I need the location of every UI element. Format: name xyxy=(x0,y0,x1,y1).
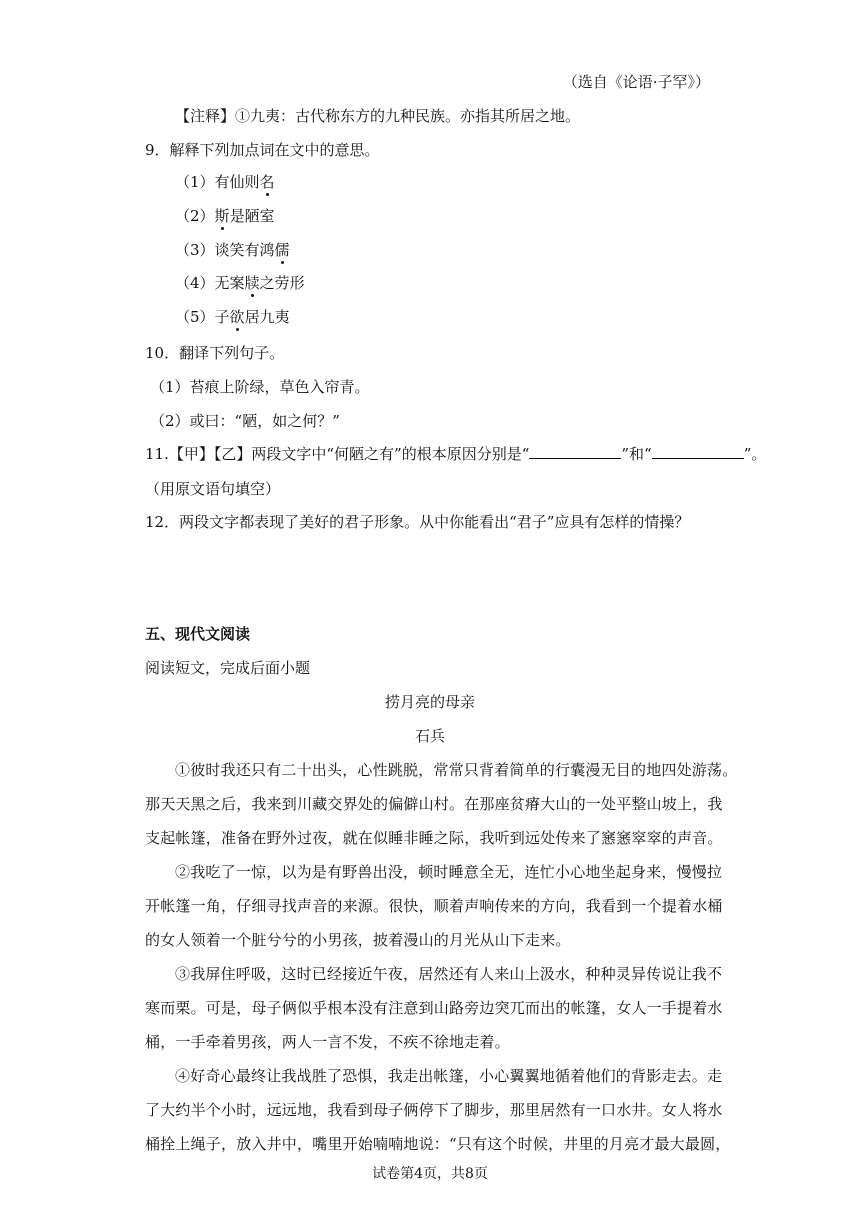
q10-sentence-1: （1）苔痕上阶绿，草色入帘青。 xyxy=(150,378,370,396)
answer-blank[interactable] xyxy=(529,444,621,459)
annotation-note: 【注释】①九夷：古代称东方的九种民族。亦指其所居之地。 xyxy=(175,107,581,125)
question-9-stem: 9．解释下列加点词在文中的意思。 xyxy=(145,141,380,159)
article-line: ②我吃了一惊，以为是有野兽出没，顿时睡意全无，连忙小心地坐起身来，慢慢拉 xyxy=(175,863,723,881)
dotted-word: 欲 xyxy=(229,308,245,326)
question-11: 11.【甲】【乙】两段文字中“何陋之有”的根本原因分别是“ ”和“ ”。 xyxy=(145,445,767,463)
article-line: 寒而栗。可是，母子俩似乎根本没有注意到山路旁边突兀而出的帐篷，女人一手提着水 xyxy=(145,999,723,1017)
question-10-stem: 10．翻译下列句子。 xyxy=(145,344,285,362)
article-line: 那天天黑之后，我来到川藏交界处的偏僻山村。在那座贫瘠大山的一处平整山坡上，我 xyxy=(145,795,723,813)
reading-instruction: 阅读短文，完成后面小题 xyxy=(145,659,311,677)
question-11-hint: （用原文语句填空） xyxy=(145,480,281,498)
article-line: 了大约半个小时，远远地，我看到母子俩停下了脚步，那里居然有一口水井。女人将水 xyxy=(145,1101,723,1119)
article-line: 桶拴上绳子，放入井中，嘴里开始喃喃地说：“只有这个时候，井里的月亮才最大最圆， xyxy=(145,1135,731,1153)
dotted-word: 牍 xyxy=(244,274,260,292)
article-line: 桶，一手牵着男孩，两人一言不发，不疾不徐地走着。 xyxy=(145,1033,510,1051)
article-author: 石兵 xyxy=(414,727,445,745)
question-12: 12．两段文字都表现了美好的君子形象。从中你能看出“君子”应具有怎样的情操？ xyxy=(145,513,690,531)
article-title: 捞月亮的母亲 xyxy=(384,693,475,711)
article-line: 支起帐篷，准备在野外过夜，就在似睡非睡之际，我听到远处传来了窸窸窣窣的声音。 xyxy=(145,829,723,847)
q9-item: （2）斯是陋室 xyxy=(175,207,275,225)
answer-blank[interactable] xyxy=(652,444,744,459)
q9-item: （5）子欲居九夷 xyxy=(175,308,290,326)
dotted-word: 儒 xyxy=(274,241,290,259)
article-line: ③我屏住呼吸，这时已经接近午夜，居然还有人来山上汲水，种种灵异传说让我不 xyxy=(175,965,723,983)
article-line: 的女人领着一个脏兮兮的小男孩，披着漫山的月光从山下走来。 xyxy=(145,931,571,949)
source-citation: （选自《论语·子罕》） xyxy=(562,73,710,91)
q10-sentence-2: （2）或曰：“陋，如之何？” xyxy=(150,412,340,430)
section-heading: 五、现代文阅读 xyxy=(145,625,251,643)
article-line: 开帐篷一角，仔细寻找声音的来源。很快，顺着声响传来的方向，我看到一个提着水桶 xyxy=(145,897,723,915)
dotted-word: 名 xyxy=(259,173,275,191)
dotted-word: 斯 xyxy=(214,207,230,225)
page-footer: 试卷第4页，共8页 xyxy=(372,1166,488,1182)
article-line: ④好奇心最终让我战胜了恐惧，我走出帐篷，小心翼翼地循着他们的背影走去。走 xyxy=(175,1067,723,1085)
q9-item: （1）有仙则名 xyxy=(175,173,275,191)
q9-item: （3）谈笑有鸿儒 xyxy=(175,241,290,259)
article-line: ①彼时我还只有二十出头，心性跳脱，常常只背着简单的行囊漫无目的地四处游荡。 xyxy=(175,761,738,779)
q9-item: （4）无案牍之劳形 xyxy=(175,274,305,292)
